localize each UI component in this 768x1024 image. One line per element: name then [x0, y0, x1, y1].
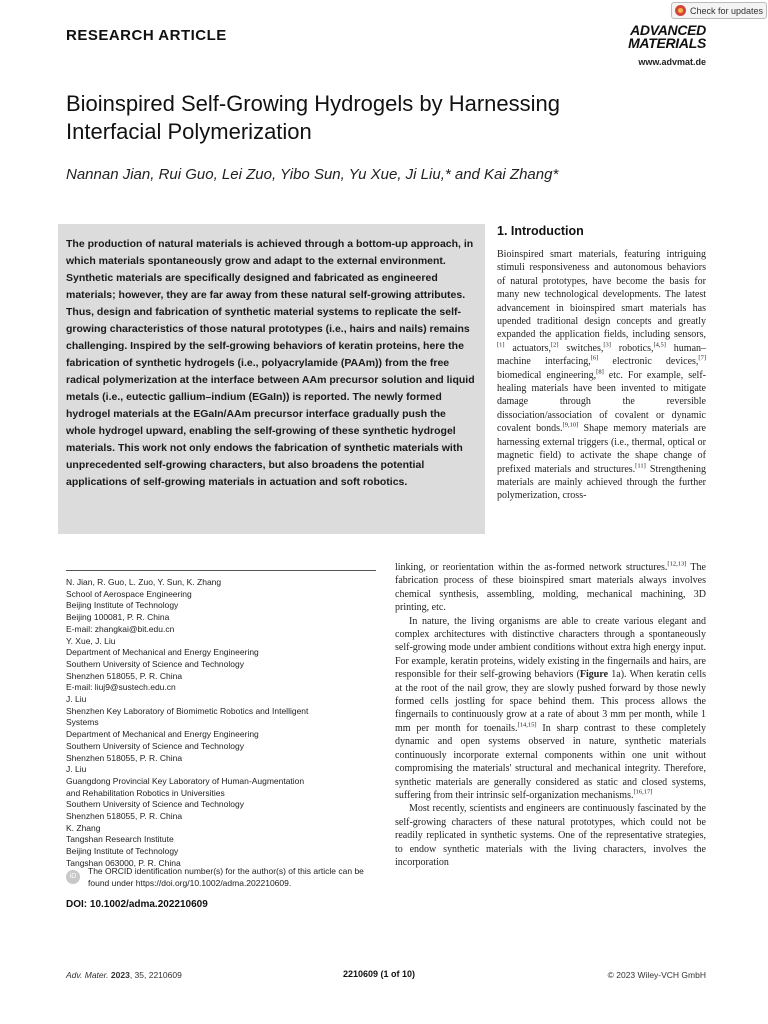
affiliation-line[interactable]: E-mail: liuj9@sustech.edu.cn: [66, 682, 176, 693]
abstract-box: [58, 224, 485, 534]
affiliation-line: Beijing Institute of Technology: [66, 846, 179, 857]
affiliation-line: J. Liu: [66, 694, 87, 705]
doi-link[interactable]: DOI: 10.1002/adma.202210609: [66, 899, 208, 910]
journal-logo-line1: ADVANCED: [630, 22, 706, 38]
affiliation-divider: [66, 570, 376, 571]
citation-link[interactable]: [3]: [603, 341, 611, 349]
affiliation-line: Tangshan 063000, P. R. China: [66, 857, 181, 868]
check-for-updates-button[interactable]: [671, 2, 767, 19]
affiliation-line: Southern University of Science and Technology: [66, 658, 244, 669]
citation-link[interactable]: [7]: [698, 354, 707, 362]
citation-link[interactable]: [6]: [590, 354, 599, 362]
footer-page-number: 2210609 (1 of 10): [343, 969, 416, 979]
intro-paragraph-1-part-2: linking, or reorientation within the as-formed network structures.[12,13] The fabrication process of these bioinspired smart materials always involves chemical synthesis, assembling, molding, mechanical machining, 3D printing, etc.: [395, 560, 706, 614]
citation-link[interactable]: [9,10]: [562, 421, 579, 429]
footer-copyright: © 2023 Wiley-VCH GmbH: [607, 970, 706, 980]
affiliation-line: K. Zhang: [66, 822, 101, 833]
affiliation-line: Beijing 100081, P. R. China: [66, 612, 170, 623]
affiliation-group: [66, 636, 386, 695]
affiliation-group: [66, 764, 386, 823]
affiliation-line: Shenzhen Key Laboratory of Biomimetic Robotics and Intelligent: [66, 705, 309, 716]
affiliation-line: Shenzhen 518055, P. R. China: [66, 752, 183, 763]
affiliation-line: J. Liu: [66, 764, 87, 775]
affiliation-group: [66, 694, 386, 764]
citation-link[interactable]: [1]: [497, 341, 505, 349]
section-label: RESEARCH ARTICLE: [66, 27, 227, 44]
citation-link[interactable]: [8]: [596, 368, 604, 376]
citation-link[interactable]: [2]: [551, 341, 559, 349]
orcid-text: The ORCID identification number(s) for the author(s) of this article can be found under https://doi.org/10.1002/adma.202210609.: [88, 866, 364, 888]
affiliations: [66, 577, 386, 870]
intro-column-wide: [395, 561, 706, 869]
journal-logo: [598, 24, 706, 50]
affiliation-line: Shenzhen 518055, P. R. China: [66, 670, 183, 681]
affiliation-line[interactable]: E-mail: zhangkai@bit.edu.cn: [66, 623, 175, 634]
journal-url-link[interactable]: www.advmat.de: [638, 57, 706, 67]
citation-link[interactable]: [12,13]: [667, 560, 687, 568]
figure-link[interactable]: Figure: [579, 669, 609, 681]
affiliation-line: Beijing Institute of Technology: [66, 600, 179, 611]
orcid-note: [66, 866, 386, 889]
affiliation-line: Y. Xue, J. Liu: [66, 635, 116, 646]
crossmark-icon: [675, 5, 686, 16]
affiliation-line: School of Aerospace Engineering: [66, 588, 192, 599]
affiliation-line: Southern University of Science and Technology: [66, 799, 244, 810]
footer-citation: Adv. Mater. 2023, 35, 2210609: [66, 970, 182, 980]
section-heading-introduction: 1. Introduction: [497, 224, 584, 238]
abstract-text: The production of natural materials is achieved through a bottom-up approach, in which materials spontaneously grow and adapt to the external environment. Synthetic materials are specifically designed and fabricated as engineered materials; however, they are far away from these natural self-growing attributes. Thus, design and fabrication of synthetic material systems to replicate the self-growing characteristics of those natural prototypes (i.e., hairs and nails) remains challenging. Inspired by the self-growing behaviors of keratin proteins, here the fabrication of synthetic hydrogels (i.e., polyacrylamide (PAAm)) from the free radical polymerization at the interface between AAm precursor solution and liquid metals (i.e., eutectic gallium–indium (EGaIn)) is reported. The newly formed hydrogel materials at the EGaIn/AAm precursor interface gradually push the whole hydrogel upward, enabling the self-growing of these synthetic hydrogel materials. This work not only endows the fabrication of synthetic materials with unprecedented self-growing characters, but also broadens the potential applications of self-growing materials in actuation and soft robotics.: [66, 238, 475, 488]
check-for-updates-label: Check for updates: [690, 5, 764, 16]
affiliation-line: N. Jian, R. Guo, L. Zuo, Y. Sun, K. Zhang: [66, 577, 222, 587]
affiliation-line: Tangshan Research Institute: [66, 834, 174, 845]
affiliation-line: and Rehabilitation Robotics in Universities: [66, 787, 225, 798]
intro-paragraph-3: Most recently, scientists and engineers are continuously fascinated by the self-growing characters of these natural prototypes, which could not be readily replicated in synthetic systems. One of the representative strategies, to endow synthetic materials with the living characters, involves the incorporation: [395, 803, 706, 868]
affiliation-line: Southern University of Science and Technology: [66, 740, 244, 751]
affiliation-line: Department of Mechanical and Energy Engineering: [66, 729, 259, 740]
citation-link[interactable]: [4,5]: [653, 341, 666, 349]
article-title: Bioinspired Self-Growing Hydrogels by Harnessing Interfacial Polymerization: [66, 91, 561, 144]
intro-paragraph-2: In nature, the living organisms are able to create various elegant and complex architectures with distinctive characters through a spontaneously self-growing mode under ambient conditions without extra high energy input. For example, keratin proteins, widely existing in the fingernails and hairs, are responsible for their self-growing behaviors (Figure 1a). When keratin cells at the root of the nail grow, they are slowly pushed forward by those newly formed cells jostling for space behind them. This process allows the fingernails to continuously grow at a rate of about 3 mm per month, while 1 mm per month for toenails.[14,15] In sharp contrast to these completely dynamic and open systems observed in nature, synthetic materials continuously incorporate external components within one unit without compromising the materials' structural and mechanical integrity. Therefore, synthetic materials are generally considered as static and closed systems, suffering from their intrinsic self-organization mechanisms.[16,17]: [395, 615, 706, 801]
affiliation-line: Shenzhen 518055, P. R. China: [66, 811, 183, 822]
intro-paragraph-1-part-1: Bioinspired smart materials, featuring intriguing stimuli responsiveness and autonomous behaviors of natural prototypes, have become the basis for many new technological developments. The latest advancement in bioinspired smart materials has upended traditional design concepts and greatly expanded the application fields, including sensors,[1] actuators,[2] switches,[3] robotics,[4,5] human–machine interfacing,[6] electronic devices,[7] biomedical engineering,[8] etc. For example, self-healing materials have been invented to mitigate damage through the reversible dissociation/association of covalent or dynamic covalent bonds.[9,10] Shape memory materials are harnessing external triggers (i.e., thermal, optical or magnetic field) to activate the shape change of prefixed materials and structures.[11] Strengthening materials are mainly achieved through the further polymerization, cross-: [497, 249, 707, 502]
affiliation-group: [66, 577, 386, 636]
citation-link[interactable]: [16,17]: [633, 788, 653, 796]
affiliation-line: Department of Mechanical and Energy Engineering: [66, 647, 259, 658]
journal-logo-line2: MATERIALS: [628, 35, 706, 51]
orcid-icon: iD: [66, 870, 80, 884]
citation-link[interactable]: [11]: [635, 462, 646, 470]
affiliation-group: [66, 823, 386, 870]
author-list: Nannan Jian, Rui Guo, Lei Zuo, Yibo Sun, Yu Xue, Ji Liu,* and Kai Zhang*: [66, 166, 559, 183]
intro-column-narrow: [497, 248, 706, 503]
affiliation-line: Systems: [66, 717, 99, 728]
affiliation-line: Guangdong Provincial Key Laboratory of Human-Augmentation: [66, 775, 305, 786]
citation-link[interactable]: [14,15]: [517, 721, 537, 729]
